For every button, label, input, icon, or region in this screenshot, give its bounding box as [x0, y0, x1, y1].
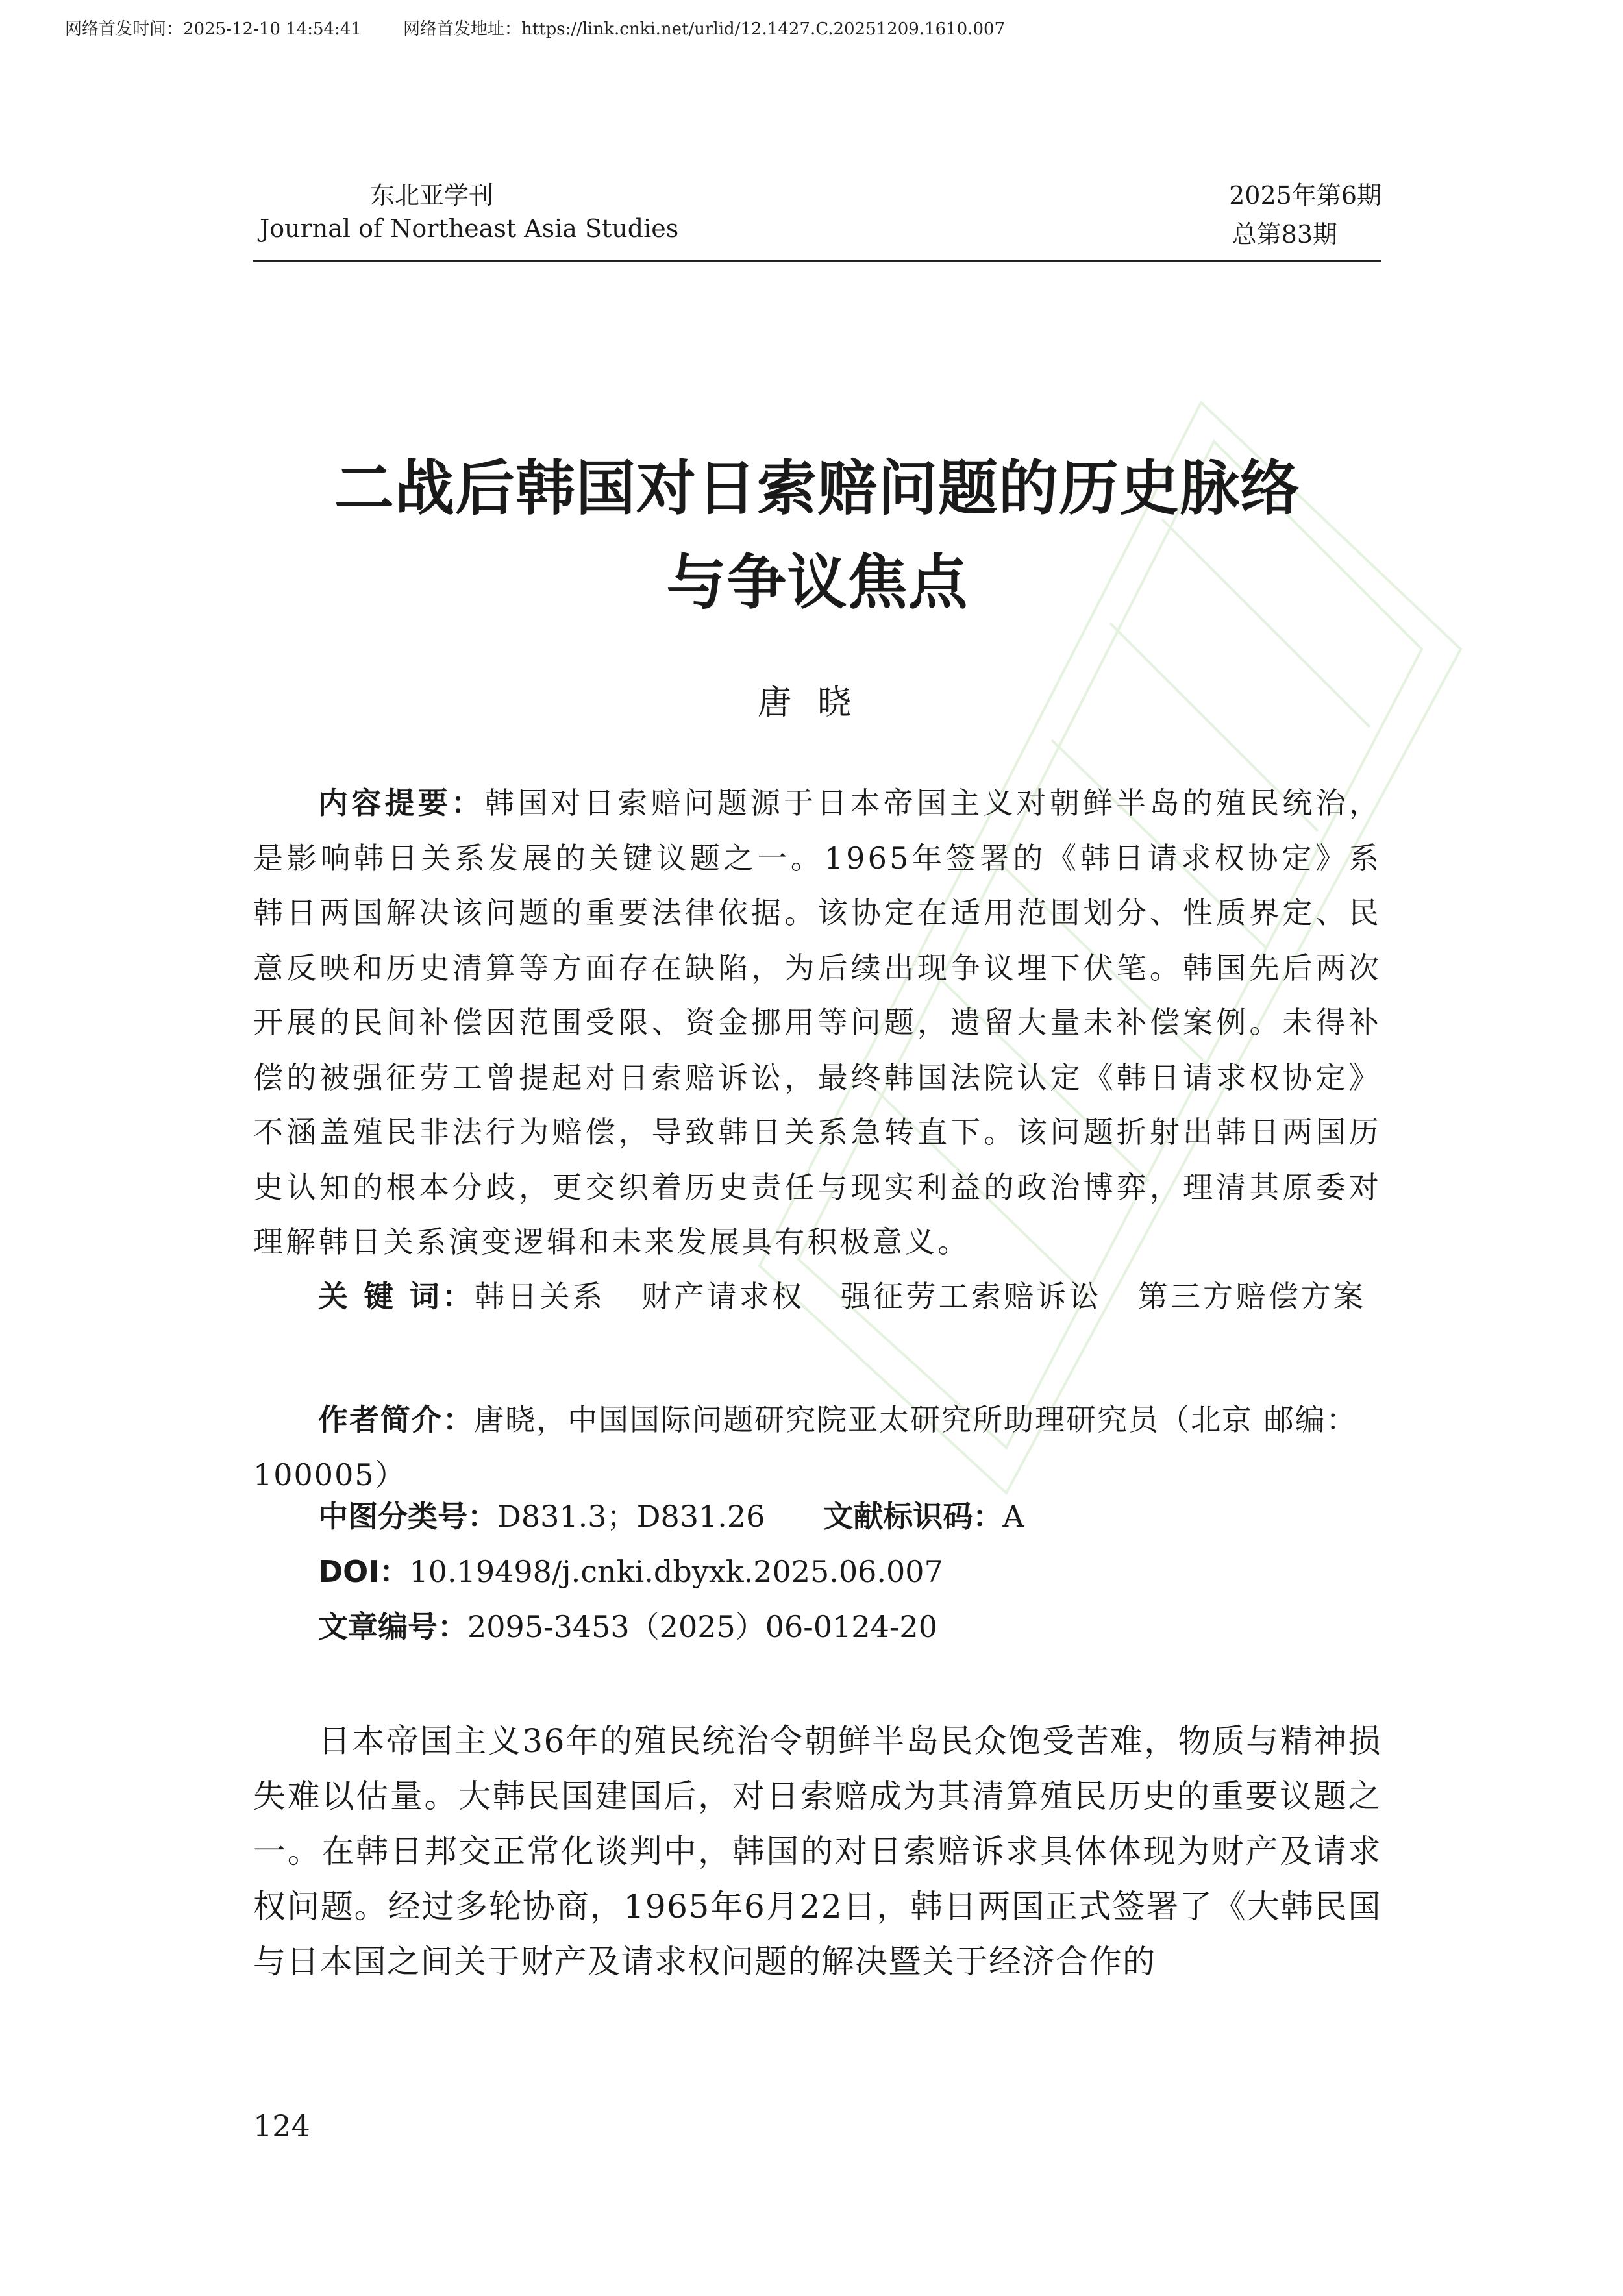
- article-no-label: 文章编号：: [318, 1609, 467, 1644]
- keyword-2: 财产请求权: [641, 1279, 805, 1314]
- abstract-text: 韩国对日索赔问题源于日本帝国主义对朝鲜半岛的殖民统治，是影响韩日关系发展的关键议题之一。1965年签署的《韩日请求权协定》系韩日两国解决该问题的重要法律依据。该协定在适用范围划分、性质界定、民意反映和历史清算等方面存在缺陷，为后续出现争议埋下伏笔。韩国先后两次开展的民间补偿因范围受限、资金挪用等问题，遗留大量未补偿案例。未得补偿的被强征劳工曾提起对日索赔诉讼，最终韩国法院认定《韩日请求权协定》不涵盖殖民非法行为赔偿，导致韩日关系急转直下。该问题折射出韩日两国历史认知的根本分歧，更交织着历史责任与现实利益的政治博弈，理清其原委对理解韩日关系演变逻辑和未来发展具有积极意义。: [253, 785, 1382, 1259]
- body-paragraph: 日本帝国主义36年的殖民统治令朝鲜半岛民众饱受苦难，物质与精神损失难以估量。大韩民国建国后，对日索赔成为其清算殖民历史的重要议题之一。在韩日邦交正常化谈判中，韩国的对日索赔诉求具体体现为财产及请求权问题。经过多轮协商，1965年6月22日，韩日两国正式签署了《大韩民国与日本国之间关于财产及请求权问题的解决暨关于经济合作的: [253, 1722, 1381, 1981]
- title-line-2: 与争议焦点: [666, 547, 969, 617]
- keywords-label: 关 键 词：: [318, 1279, 475, 1314]
- title-line-1: 二战后韩国对日索赔问题的历史脉络: [334, 453, 1300, 523]
- article-no-value: 2095-3453（2025）06-0124-20: [467, 1609, 937, 1644]
- clc-label: 中图分类号：: [318, 1499, 497, 1534]
- author-bio: [253, 1392, 1381, 1502]
- online-url[interactable]: 网络首发地址：https://link.cnki.net/urlid/12.1427.C.20251209.1610.007: [403, 19, 1006, 39]
- journal-issue-total: 总第83期: [1232, 220, 1337, 249]
- doc-code-label: 文献标识码：: [823, 1499, 1003, 1534]
- online-time: 网络首发时间：2025-12-10 14:54:41: [65, 19, 362, 39]
- keywords: [253, 1269, 1381, 1324]
- header-rule: [253, 260, 1381, 262]
- keyword-4: 第三方赔偿方案: [1137, 1279, 1367, 1314]
- doc-code-value: A: [1002, 1499, 1024, 1534]
- abstract-label: 内容提要：: [318, 785, 485, 821]
- keyword-3: 强征劳工索赔诉讼: [841, 1279, 1102, 1314]
- clc-value: D831.3；D831.26: [497, 1499, 765, 1534]
- doi-value[interactable]: 10.19498/j.cnki.dbyxk.2025.06.007: [409, 1554, 943, 1589]
- article-title: [253, 441, 1381, 630]
- journal-name-cn: 东北亚学刊: [370, 181, 494, 210]
- journal-issue: 2025年第6期: [1229, 181, 1381, 210]
- classification-line: [318, 1493, 1024, 1536]
- bio-text: 唐晓，中国国际问题研究院亚太研究所助理研究员（北京 邮编：100005）: [253, 1402, 1357, 1492]
- journal-name-en: Journal of Northeast Asia Studies: [260, 214, 679, 243]
- author-name: 唐晓: [757, 684, 877, 722]
- abstract: [253, 776, 1381, 1270]
- article-number-line: [318, 1603, 937, 1646]
- doi-line: [318, 1548, 943, 1591]
- keyword-1: 韩日关系: [475, 1279, 606, 1314]
- page-number: 124: [253, 2108, 310, 2143]
- online-publication-info: [65, 16, 1005, 40]
- doi-label: DOI：: [318, 1554, 410, 1589]
- bio-label: 作者简介：: [318, 1402, 474, 1437]
